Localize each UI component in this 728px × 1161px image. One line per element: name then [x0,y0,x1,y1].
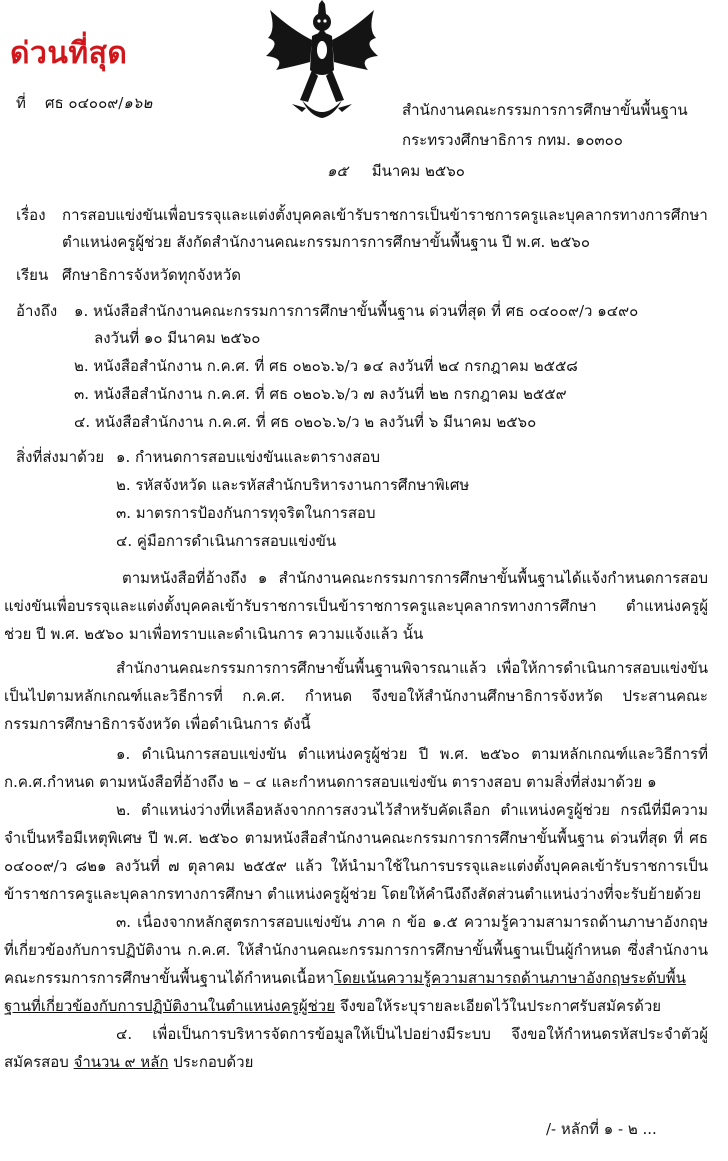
document-date [327,160,465,182]
subject-line-2: ตำแหน่งครูผู้ช่วย สังกัดสำนักงานคณะกรรมการการศึกษาขั้นพื้นฐาน ปี พ.ศ. ๒๕๖๐ [62,233,590,251]
underlined-text: โดยเน้นความรู้ความสามารถด้านภาษาอังกฤษระดับพื้นฐานที่เกี่ยวข้องกับการปฏิบัติงานในตำแหน่งครูผู้ช่วย [4,969,686,1015]
office-line-1: สำนักงานคณะกรรมการการศึกษาขั้นพื้นฐาน [402,101,688,119]
salutation-label: เรียน [16,266,49,284]
body-paragraph: ตามหนังสือที่อ้างถึง ๑ สำนักงานคณะกรรมการการศึกษาขั้นพื้นฐานได้แจ้งกำหนดการสอบแข่งขันเพื่อบรรจุและแต่งตั้งบุคคลเข้ารับราชการเป็นข้าราชการครูและบุคลากรทางการศึกษา ตำแหน่งครูผู้ช่วย ปี พ.ศ. ๒๕๖๐ มาเพื่อทราบและดำเนินการ ความแจ้งแล้ว นั้น [4,569,708,643]
doc-number-label: ที่ [16,94,26,112]
paragraph-text: ๓. เนื่องจากหลักสูตรการสอบแข่งขัน ภาค ก ข้อ ๑.๕ ความรู้ความสามารถด้านภาษาอังกฤษที่เกี่ยวข้องกับการปฏิบัติงาน ก.ค.ศ. ให้สำนักงานคณะกรรมการการศึกษาขั้นพื้นฐานเป็นผู้กำหนด ซึ่งสำนักงานคณะกรรมการการศึกษาขั้นพื้นฐานได้กำหนดเนื้อหา [4,913,708,987]
next-page-indicator: /- หลักที่ ๑ - ๒ ... [546,1120,657,1138]
garuda-emblem [262,0,382,130]
enclosure-item: ๒. รหัสจังหวัด และรหัสสำนักบริหารงานการศึกษาพิเศษ [116,476,470,494]
enclosure-item: ๔. คู่มือการดำเนินการสอบแข่งขัน [116,532,337,550]
enclosure-item: ๓. มาตรการป้องกันการทุจริตในการสอบ [116,504,376,522]
body-paragraph: ๒. ตำแหน่งว่างที่เหลือหลังจากการสงวนไว้สำหรับคัดเลือก ตำแหน่งครูผู้ช่วย กรณีที่มีความจำเป็นหรือมีเหตุพิเศษ ปี พ.ศ. ๒๕๖๐ ตามหนังสือสำนักงานคณะกรรมการการศึกษาขั้นพื้นฐาน ด่วนที่สุด ที่ ศธ ๐๔๐๐๙/ว ๘๒๑ ลงวันที่ ๗ ตุลาคม ๒๕๕๙ แล้ว ให้นำมาใช้ในการบรรจุและแต่งตั้งบุคคลเข้ารับราชการเป็นข้าราชการครูและบุคลากรทางการศึกษา ตำแหน่งครูผู้ช่วย โดยให้คำนึงถึงสัดส่วนตำแหน่งว่างที่จะรับย้ายด้วย [4,801,708,903]
subject-line-1: การสอบแข่งขันเพื่อบรรจุและแต่งตั้งบุคคลเข้ารับราชการเป็นข้าราชการครูและบุคลากรทางการศึกษา [62,206,708,224]
doc-number-handwritten: ๑๖๒ [123,94,153,112]
urgency-stamp: ด่วนที่สุด [10,36,128,71]
enclosures-label: สิ่งที่ส่งมาด้วย [16,448,105,466]
paragraph-text: ประกอบด้วย [168,1053,254,1071]
reference-item: ๔. หนังสือสำนักงาน ก.ค.ศ. ที่ ศธ ๐๒๐๖.๖/ว ๒ ลงวันที่ ๖ มีนาคม ๒๕๖๐ [74,413,537,431]
garuda-emblem-graphic [262,0,382,130]
paragraph-text: จึงขอให้ระบุรายละเอียดไว้ในประกาศรับสมัครด้วย [335,997,662,1015]
office-line-2: กระทรวงศึกษาธิการ กทม. ๑๐๓๐๐ [402,131,623,149]
reference-item: ๒. หนังสือสำนักงาน ก.ค.ศ. ที่ ศธ ๐๒๐๖.๖/ว ๑๔ ลงวันที่ ๒๔ กรกฎาคม ๒๕๕๘ [74,357,578,375]
subject-label: เรื่อง [16,206,46,224]
enclosure-item: ๑. กำหนดการสอบแข่งขันและตารางสอบ [116,448,381,466]
body-paragraph [4,1020,708,1076]
doc-number: ศธ ๐๔๐๐๙/ [44,94,124,112]
body-paragraph [4,908,708,1020]
salutation-text: ศึกษาธิการจังหวัดทุกจังหวัด [62,266,241,284]
reference-item: ๑. หนังสือสำนักงานคณะกรรมการการศึกษาขั้นพื้นฐาน ด่วนที่สุด ที่ ศธ ๐๔๐๐๙/ว ๑๔๙๐ [74,302,639,320]
body-paragraph: สำนักงานคณะกรรมการการศึกษาขั้นพื้นฐานพิจารณาแล้ว เพื่อให้การดำเนินการสอบแข่งขันเป็นไปตามหลักเกณฑ์และวิธีการที่ ก.ค.ศ. กำหนด จึงขอให้สำนักงานศึกษาธิการจังหวัด ประสานคณะกรรมการศึกษาธิการจังหวัด เพื่อดำเนินการ ดังนี้ [4,659,708,733]
paragraph-text: ๔. เพื่อเป็นการบริหารจัดการข้อมูลให้เป็นไปอย่างมีระบบ จึงขอให้กำหนดรหัสประจำตัวผู้สมัครสอบ [4,1025,708,1071]
reference-item: ๓. หนังสือสำนักงาน ก.ค.ศ. ที่ ศธ ๐๒๐๖.๖/ว ๗ ลงวันที่ ๒๒ กรกฎาคม ๒๕๕๙ [74,385,567,403]
references-label: อ้างถึง [16,302,58,320]
body-paragraph: ๑. ดำเนินการสอบแข่งขัน ตำแหน่งครูผู้ช่วย ปี พ.ศ. ๒๕๖๐ ตามหลักเกณฑ์และวิธีการที่ ก.ค.ศ.กำหนด ตามหนังสือที่อ้างถึง ๒ – ๔ และกำหนดการสอบแข่งขัน ตารางสอบ ตามสิ่งที่ส่งมาด้วย ๑ [4,745,708,791]
underlined-text: จำนวน ๙ หลัก [73,1053,169,1071]
doc-number-line [16,92,152,114]
reference-item: ลงวันที่ ๑๐ มีนาคม ๒๕๖๐ [94,329,261,347]
date-day-handwritten: ๑๕ [327,162,348,180]
date-month-year: มีนาคม ๒๕๖๐ [371,162,465,180]
